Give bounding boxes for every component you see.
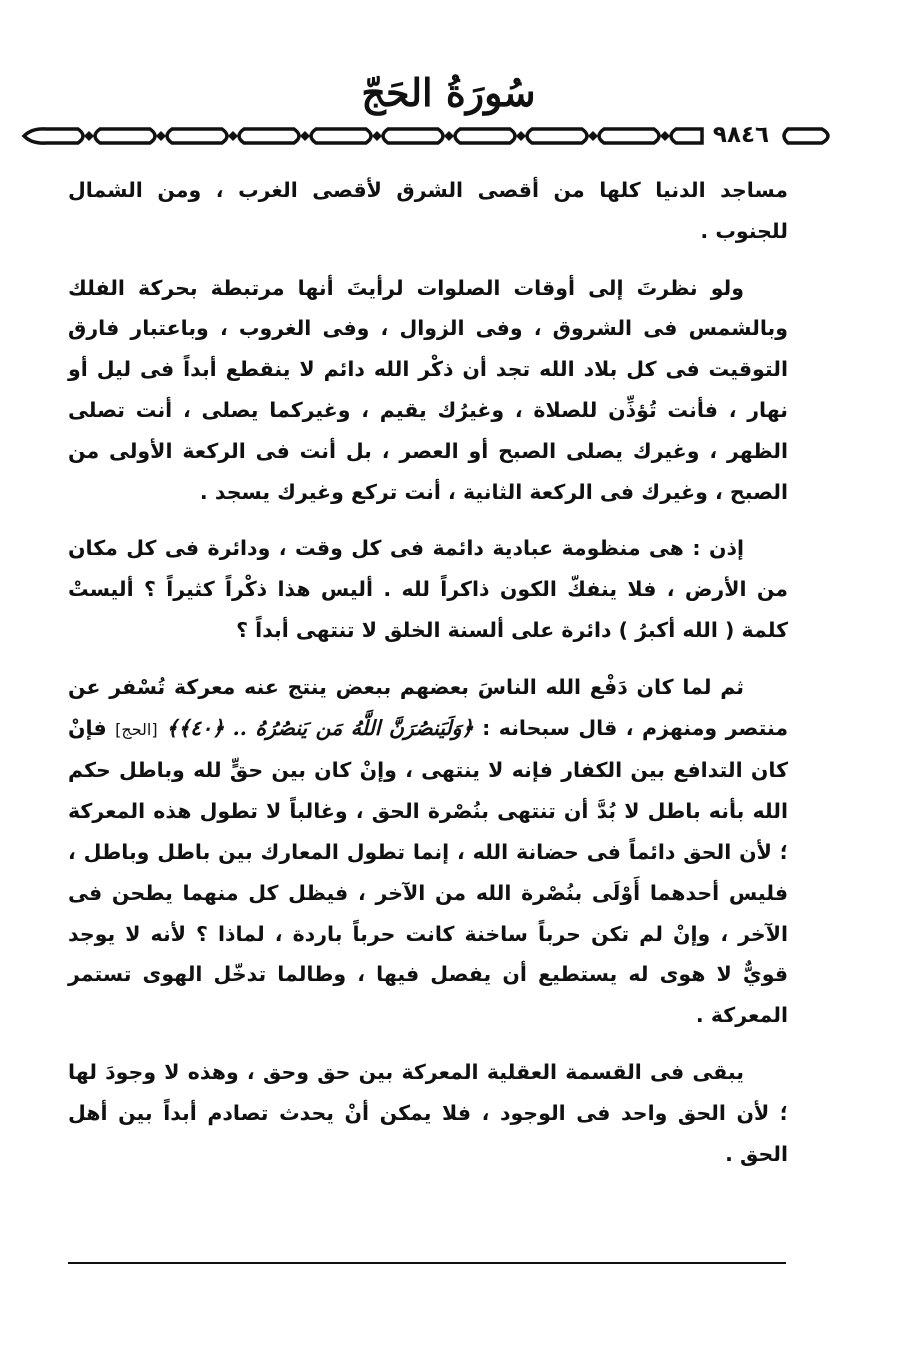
footer-divider (68, 1262, 786, 1264)
paragraph-2-text: ولو نظرتَ إلى أوقات الصلوات لرأيتَ أنها مرتبطة بحركة الفلك وبالشمس فى الشروق ، وفى الزوال ، وفى الغروب ، وباعتبار فارق التوقيت فى كل بلاد الله تجد أن ذكْر الله دائم لا ينقطع أبداً فى ليل أو نهار ، فأنت تُؤذِّن للصلاة ، وغيرُك يقيم ، وغيركما يصلى ، أنت تصلى الظهر ، وغيرك يصلى الصبح أو العصر ، بل أنت فى الركعة الأولى من الصبح ، وغيرك فى الركعة الثانية ، أنت تركع وغيرك يسجد . (68, 275, 788, 504)
quran-verse: ﴿وَلَيَنصُرَنَّ اللَّهُ مَن يَنصُرُهُ .. ﴿٤٠﴾﴾ (166, 715, 474, 740)
page-number: ٩٨٤٦ (712, 122, 770, 148)
paragraph-5-text: يبقى فى القسمة العقلية المعركة بين حق وحق ، وهذه لا وجودَ لها ؛ لأن الحق واحد فى الوجود ، فلا يمكن أنْ يحدث تصادم أبداً بين أهل الحق . (68, 1059, 788, 1166)
paragraph-4-after: فإنْ كان التدافع بين الكفار فإنه لا ينتهى ، وإنْ كان بين حقٍّ لله وباطل حكم الله بأنه باطل لا بُدَّ أن تنتهى بنُصْرة الحق ، وغالباً لا تطول هذه المعركة ؛ لأن الحق دائماً فى حضانة الله ، إنما تطول المعارك بين باطل وباطل ، فليس أحدهما أَوْلَى بنُصْرة الله من الآخر ، فيظل كل منهما يطحن فى الآخر ، وإنْ لم تكن حرباً ساخنة كانت حرباً باردة ، لماذا ؟ لأنه لا يوجد قويٌّ لا هوى له يستطيع أن يفصل فيها ، وطالما تدخّل الهوى تستمر المعركة . (68, 715, 788, 1028)
paragraph-3-text: إذن : هى منظومة عبادية دائمة فى كل وقت ، ودائرة فى كل مكان من الأرض ، فلا ينفكّ الكون ذاكراً لله . أليس هذا ذكْراً كثيراً ؟ أليستْ كلمة ( الله أكبرُ ) دائرة على ألسنة الخلق لا تنتهى أبداً ؟ (68, 536, 788, 642)
header-ornament-border (18, 124, 708, 148)
verse-reference: [الحج] (115, 719, 158, 739)
paragraph-4 (68, 667, 788, 1036)
paragraph-2 (68, 268, 788, 513)
paragraph-5 (68, 1052, 788, 1174)
paragraph-1-text: مساجد الدنيا كلها من أقصى الشرق لأقصى الغرب ، ومن الشمال للجنوب . (68, 178, 788, 243)
surah-title: سُورَةُ الحَجّ (361, 70, 536, 115)
paragraph-1 (68, 170, 788, 252)
body-text (68, 170, 788, 1174)
header-ornament-end (778, 124, 838, 148)
paragraph-3 (68, 528, 788, 650)
paragraph-4-before: ثم لما كان دَفْع الله الناسَ بعضهم ببعض ينتج عنه معركة تُسْفر عن منتصر ومنهزم ، قال سبحانه : (68, 674, 789, 740)
